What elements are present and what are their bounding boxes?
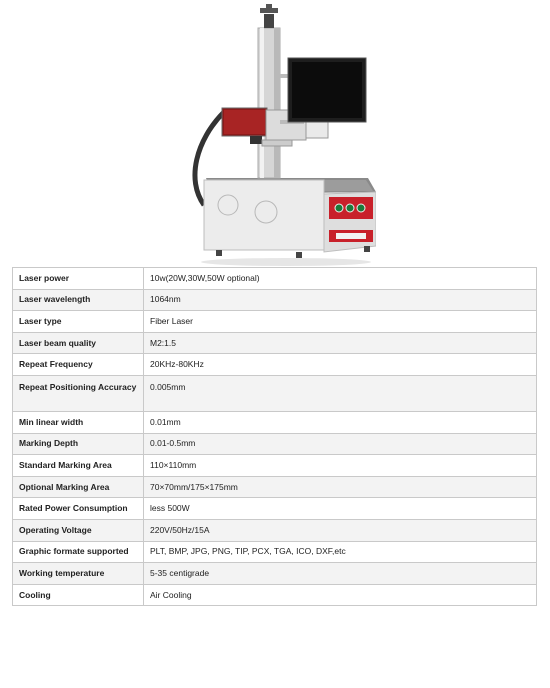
spec-label: Cooling	[13, 584, 144, 606]
spec-label: Min linear width	[13, 411, 144, 433]
spec-value: 0.01-0.5mm	[144, 433, 537, 455]
table-row	[13, 311, 537, 333]
spec-label: Operating Voltage	[13, 519, 144, 541]
spec-label: Laser power	[13, 268, 144, 290]
spec-label: Laser type	[13, 311, 144, 333]
spec-value: Air Cooling	[144, 584, 537, 606]
spec-label: Laser wavelength	[13, 289, 144, 311]
table-row	[13, 375, 537, 411]
spec-label: Rated Power Consumption	[13, 498, 144, 520]
table-row	[13, 433, 537, 455]
spec-value: M2:1.5	[144, 332, 537, 354]
table-row	[13, 519, 537, 541]
table-row	[13, 455, 537, 477]
spec-value: 0.005mm	[144, 375, 537, 411]
table-row	[13, 289, 537, 311]
spec-value: 20KHz-80KHz	[144, 354, 537, 376]
specifications-table	[12, 267, 537, 606]
spec-value: 5-35 centigrade	[144, 563, 537, 585]
spec-label: Repeat Frequency	[13, 354, 144, 376]
laser-marking-machine-image	[176, 0, 376, 268]
table-row	[13, 354, 537, 376]
spec-value: 1064nm	[144, 289, 537, 311]
spec-label: Marking Depth	[13, 433, 144, 455]
spec-value: less 500W	[144, 498, 537, 520]
spec-value: Fiber Laser	[144, 311, 537, 333]
table-row	[13, 584, 537, 606]
spec-value: 220V/50Hz/15A	[144, 519, 537, 541]
table-row	[13, 476, 537, 498]
table-row	[13, 563, 537, 585]
spec-label: Graphic formate supported	[13, 541, 144, 563]
spec-label: Repeat Positioning Accuracy	[13, 375, 144, 411]
table-row	[13, 332, 537, 354]
spec-value: 70×70mm/175×175mm	[144, 476, 537, 498]
spec-value: PLT, BMP, JPG, PNG, TIP, PCX, TGA, ICO, DXF,etc	[144, 541, 537, 563]
spec-value: 0.01mm	[144, 411, 537, 433]
spec-label: Optional Marking Area	[13, 476, 144, 498]
spec-label: Laser beam quality	[13, 332, 144, 354]
table-row	[13, 411, 537, 433]
spec-value: 110×110mm	[144, 455, 537, 477]
spec-label: Working temperature	[13, 563, 144, 585]
spec-label: Standard Marking Area	[13, 455, 144, 477]
table-row	[13, 541, 537, 563]
table-row	[13, 498, 537, 520]
table-row	[13, 268, 537, 290]
spec-value: 10w(20W,30W,50W optional)	[144, 268, 537, 290]
